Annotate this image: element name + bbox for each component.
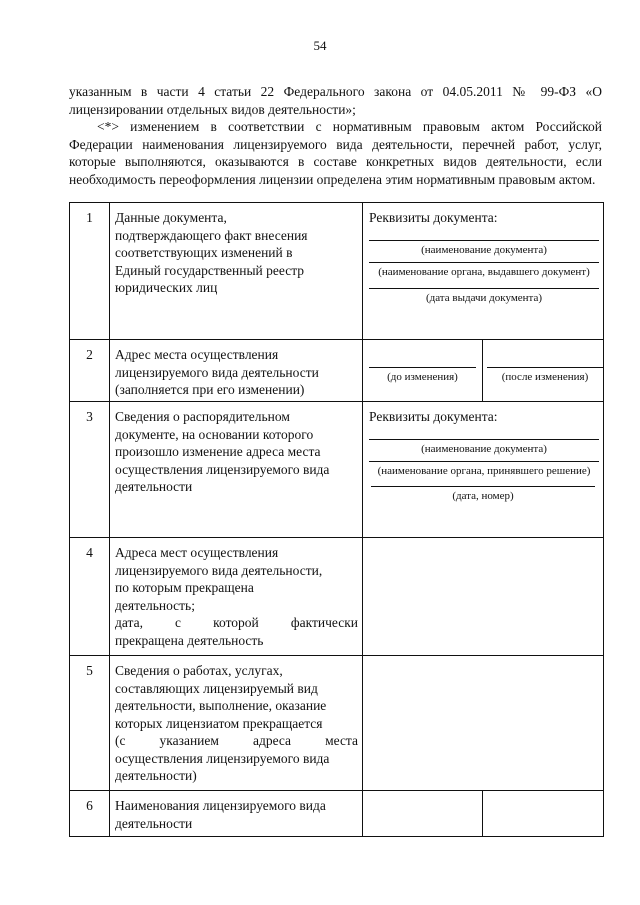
desc-line: Наименования лицензируемого вида	[115, 798, 326, 813]
row-number: 4	[70, 538, 110, 656]
desc-line: (с указанием адреса места	[115, 733, 358, 748]
desc-line: осуществления лицензируемого вида	[115, 750, 330, 766]
desc-line: соответствующих изменений в	[115, 245, 293, 260]
desc-line: деятельности	[115, 479, 193, 494]
page-number: 54	[313, 38, 327, 53]
after-change-label: (после изменения)	[487, 367, 603, 384]
desc-line: прекращена деятельность	[115, 632, 264, 648]
value-cell-right[interactable]	[483, 791, 604, 837]
address-after-cell[interactable]	[483, 340, 604, 402]
table-row	[70, 402, 604, 538]
desc-line: осуществления лицензируемого вида	[115, 461, 330, 477]
value-cell[interactable]	[363, 656, 604, 791]
table-row	[70, 538, 604, 656]
desc-line: произошло изменение адреса места	[115, 444, 321, 459]
desc-line: (заполняется при его изменении)	[115, 382, 305, 397]
row-number: 6	[70, 791, 110, 837]
row-description	[110, 538, 363, 656]
document-name-field[interactable]: (наименование документа)	[369, 439, 599, 456]
desc-line: деятельность;	[115, 597, 195, 613]
row-description	[110, 656, 363, 791]
requisites-title: Реквизиты документа:	[369, 409, 498, 424]
requisites-title: Реквизиты документа:	[369, 210, 498, 225]
issuing-authority-field[interactable]: (наименование органа, выдавшего документ)	[369, 262, 599, 279]
row-number: 1	[70, 203, 110, 340]
table-row	[70, 791, 604, 837]
desc-line: подтверждающего факт внесения	[115, 227, 308, 243]
document-requisites	[363, 402, 604, 538]
row-description	[110, 791, 363, 837]
intro-text	[69, 83, 602, 189]
row-number: 5	[70, 656, 110, 791]
row-description	[110, 340, 363, 402]
desc-line: деятельности)	[115, 768, 197, 783]
desc-line: Единый государственный реестр	[115, 262, 305, 278]
table-row	[70, 656, 604, 791]
row-description	[110, 402, 363, 538]
row-number: 3	[70, 402, 110, 538]
desc-line: Сведения о распорядительном	[115, 409, 290, 424]
intro-line: лицензировании отдельных видов деятельности»;	[69, 101, 356, 117]
row-number: 2	[70, 340, 110, 402]
desc-line: которых лицензиатом прекращается	[115, 715, 323, 731]
desc-line: Адреса мест осуществления	[115, 545, 279, 560]
desc-line: Данные документа,	[115, 210, 227, 225]
desc-line: юридических лиц	[115, 280, 218, 295]
desc-line: лицензируемого вида деятельности	[115, 364, 319, 380]
issue-date-field[interactable]: (дата выдачи документа)	[369, 288, 599, 305]
row-description	[110, 203, 363, 340]
deciding-authority-field[interactable]: (наименование органа, принявшего решение)	[369, 461, 599, 478]
desc-line: Сведения о работах, услугах,	[115, 663, 283, 678]
desc-line: составляющих лицензируемый вид	[115, 680, 318, 696]
intro-paragraph-1	[69, 83, 602, 118]
date-number-field[interactable]: (дата, номер)	[371, 486, 595, 503]
intro-paragraph-2: <*> изменением в соответствии с нормативным правовым актом Российской Федерации наименования лицензируемого вида деятельности, перечней работ, услуг, которые выполняются, оказываются в составе конкретных видов деятельности, если необходимость переоформления лицензии определена этим нормативным правовым актом.	[69, 119, 602, 187]
desc-line: лицензируемого вида деятельности,	[115, 562, 323, 578]
value-cell[interactable]	[363, 538, 604, 656]
document-requisites	[363, 203, 604, 340]
desc-line: Адрес места осуществления	[115, 347, 279, 362]
desc-line: по которым прекращена	[115, 580, 254, 595]
intro-line: указанным в части 4 статьи 22 Федерального закона от 04.05.2011 № 99-ФЗ «О	[69, 84, 602, 99]
value-cell-left[interactable]	[363, 791, 483, 837]
document-name-field[interactable]: (наименование документа)	[369, 240, 599, 257]
desc-line: документе, на основании которого	[115, 426, 314, 442]
notification-table	[69, 202, 604, 837]
table-row	[70, 340, 604, 402]
desc-line: деятельности, выполнение, оказание	[115, 698, 327, 713]
table-row	[70, 203, 604, 340]
before-change-label: (до изменения)	[369, 367, 476, 384]
desc-line: дата, с которой фактически	[115, 615, 358, 630]
address-before-cell[interactable]	[363, 340, 483, 402]
desc-line: деятельности	[115, 815, 193, 831]
